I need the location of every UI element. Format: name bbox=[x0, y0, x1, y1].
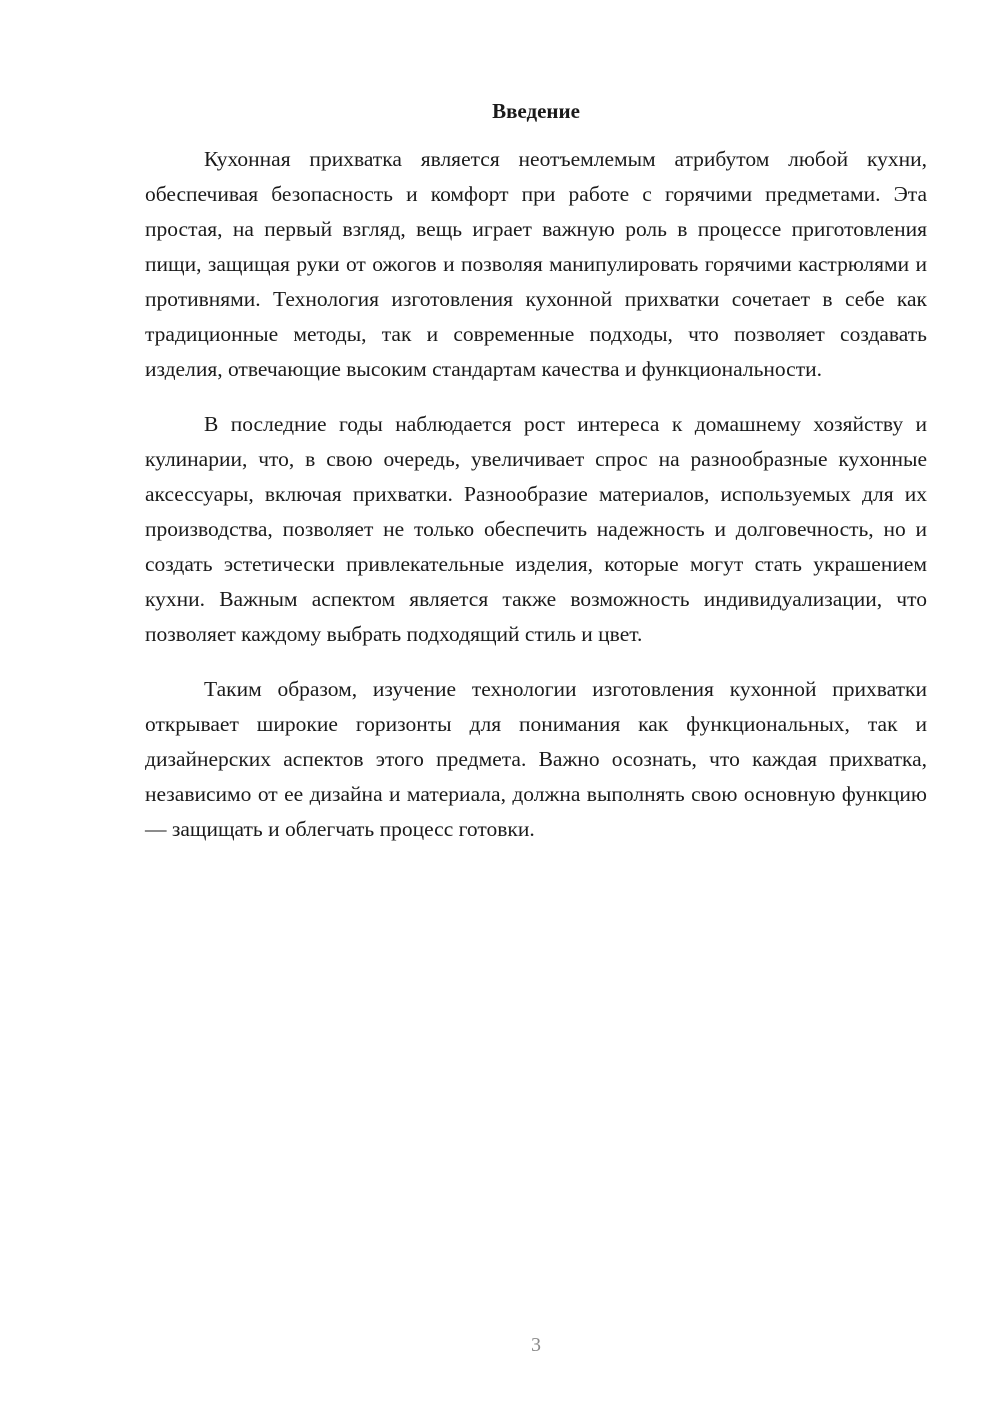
paragraph-3: Таким образом, изучение технологии изготовления кухонной прихватки открывает широкие горизонты для понимания как функциональных, так и дизайнерских аспектов этого предмета. Важно осознать, что каждая прихватка, независимо от ее дизайна и материала, должна выполнять свою основную функцию — защищать и облегчать процесс готовки. bbox=[145, 677, 927, 841]
paragraph-1: Кухонная прихватка является неотъемлемым атрибутом любой кухни, обеспечивая безопасность и комфорт при работе с горячими предметами. Эта простая, на первый взгляд, вещь играет важную роль в процессе приготовления пищи, защищая руки от ожогов и позволяя манипулировать горячими кастрюлями и противнями. Технология изготовления кухонной прихватки сочетает в себе как традиционные методы, так и современные подходы, что позволяет создавать изделия, отвечающие высоким стандартам качества и функциональности. bbox=[145, 147, 927, 381]
body-text bbox=[145, 142, 927, 867]
page-number: 3 bbox=[531, 1334, 541, 1356]
section-heading: Введение bbox=[492, 99, 580, 123]
paragraph-2: В последние годы наблюдается рост интереса к домашнему хозяйству и кулинарии, что, в свою очередь, увеличивает спрос на разнообразные кухонные аксессуары, включая прихватки. Разнообразие материалов, используемых для их производства, позволяет не только обеспечить надежность и долговечность, но и создать эстетически привлекательные изделия, которые могут стать украшением кухни. Важным аспектом является также возможность индивидуализации, что позволяет каждому выбрать подходящий стиль и цвет. bbox=[145, 412, 927, 646]
